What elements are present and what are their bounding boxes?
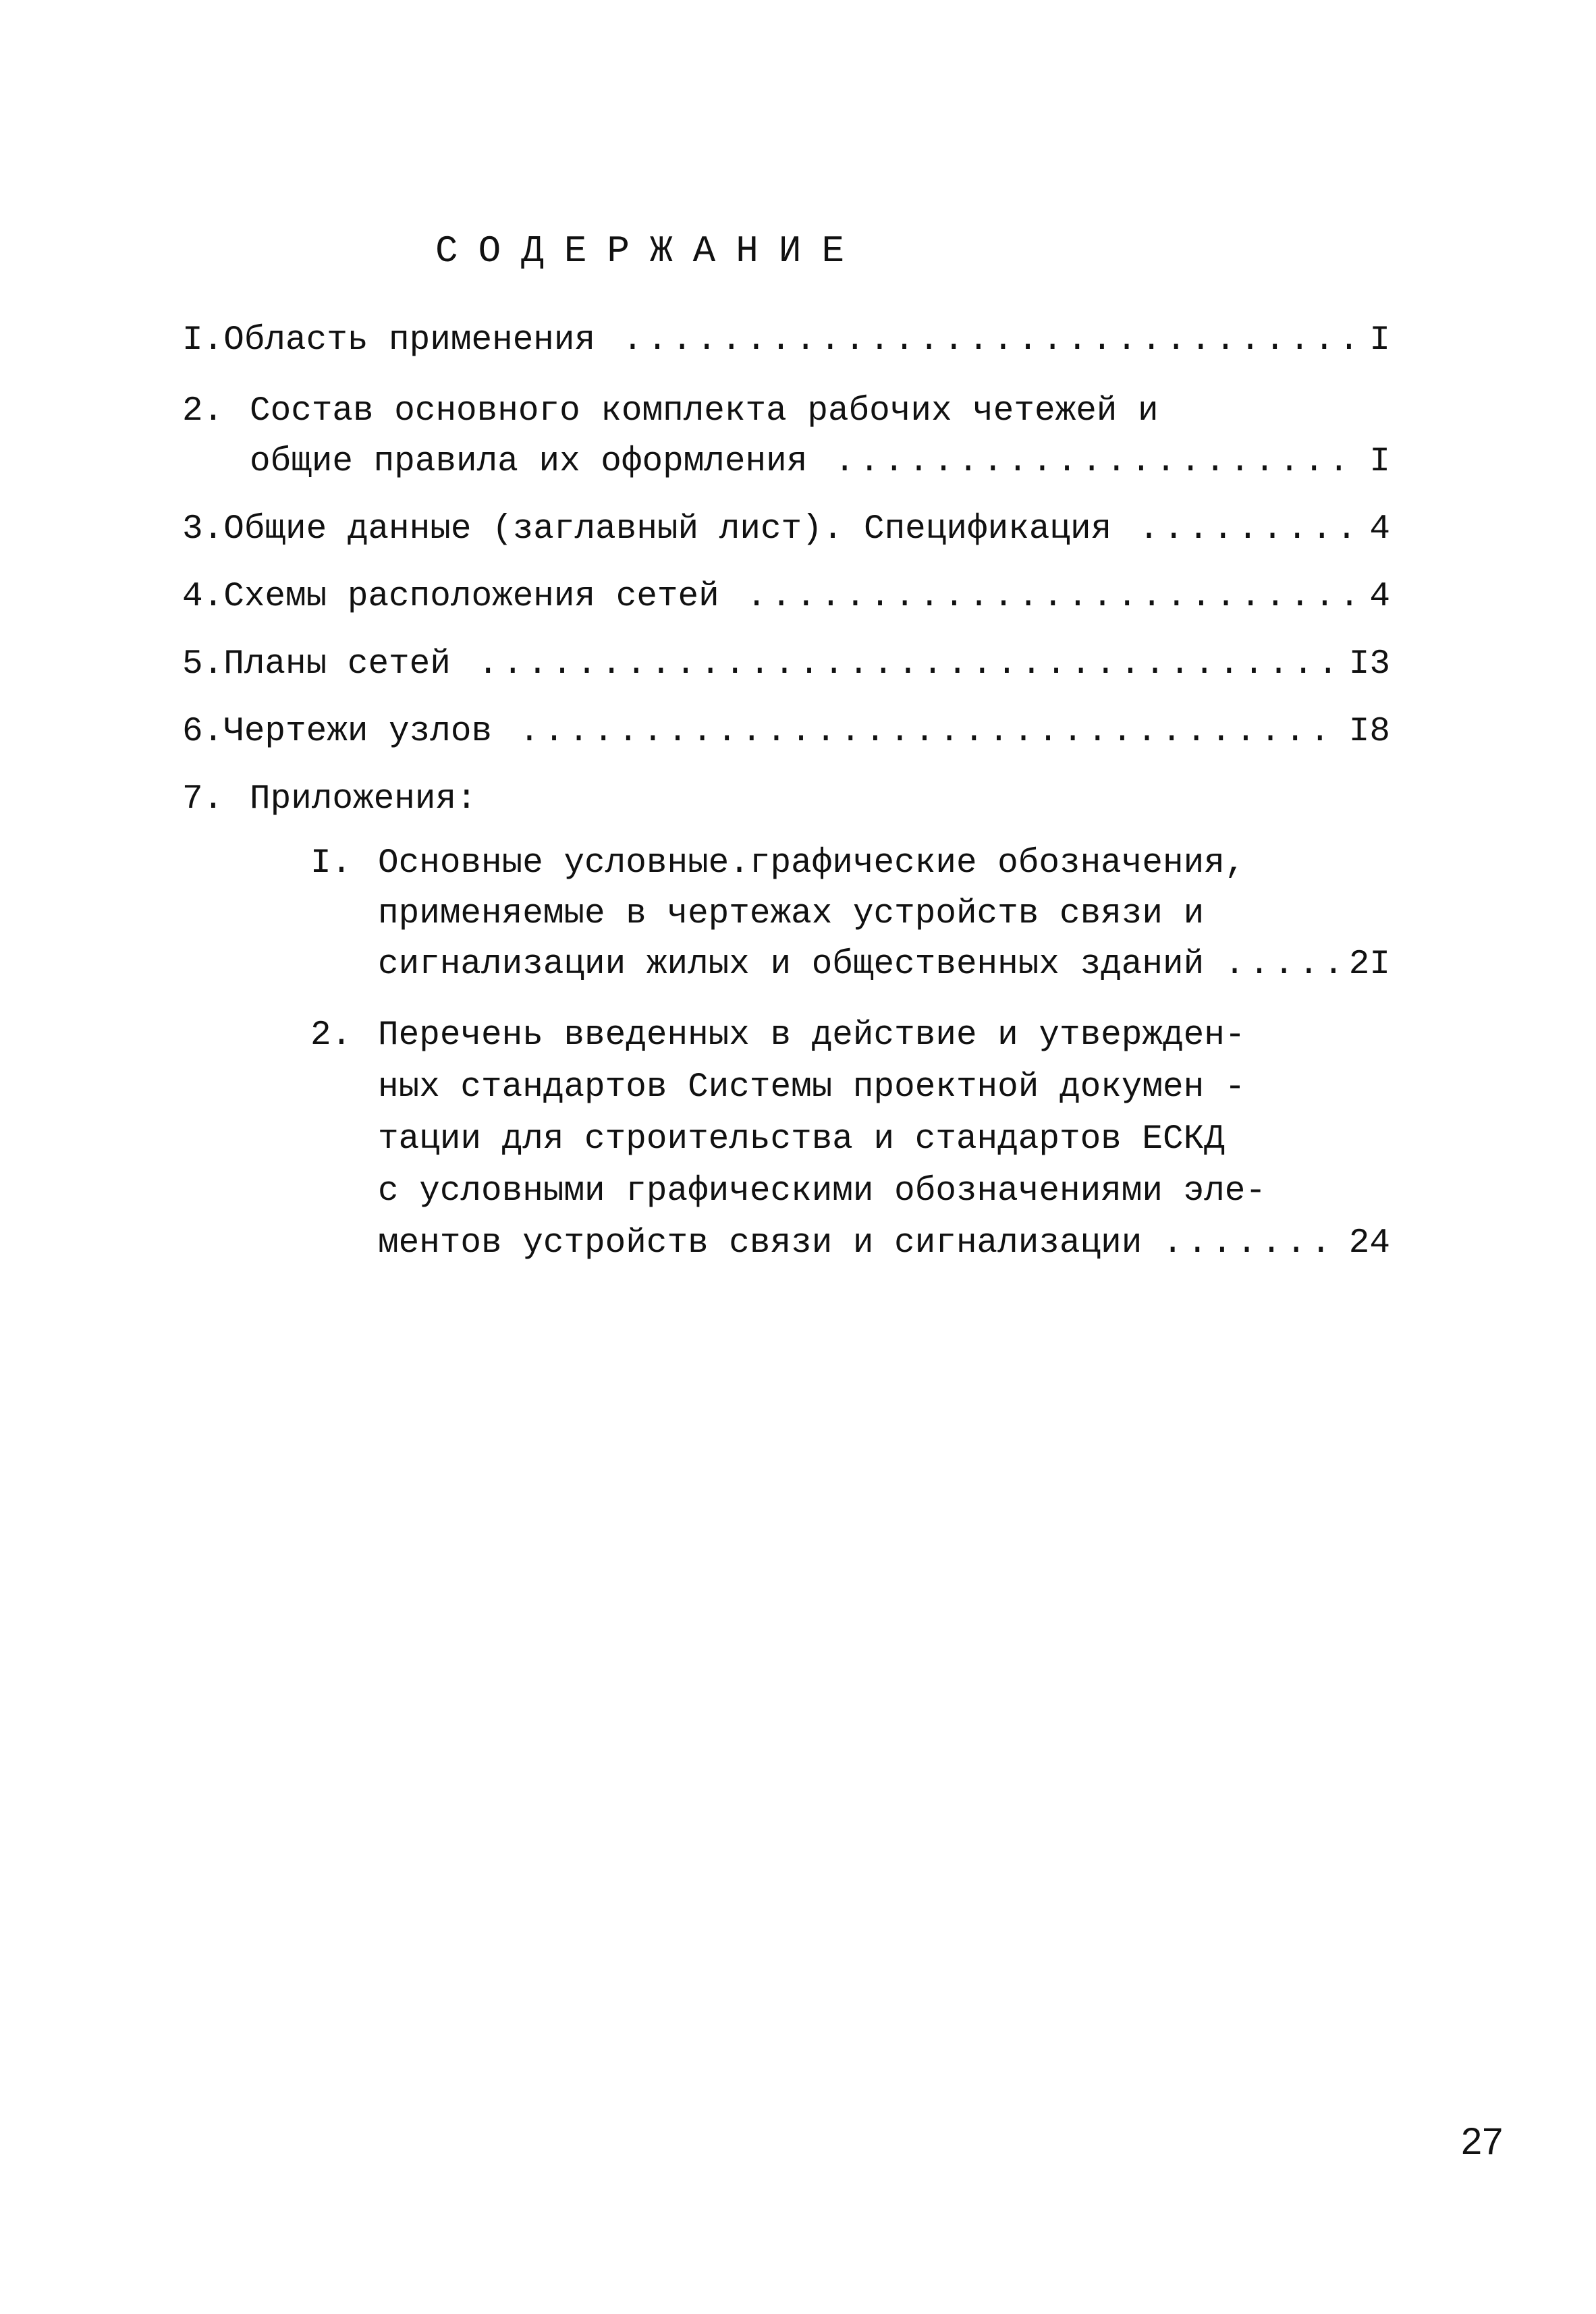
dot-leader	[622, 317, 1357, 364]
toc-entry-number: 5.	[182, 645, 224, 684]
toc-entry-page: 4	[1369, 510, 1390, 549]
appendix-entry-title: Перечень введенных в действие и утвержден-	[378, 1016, 1246, 1055]
toc-entry-4	[182, 574, 1390, 621]
toc-entry-2-cont	[250, 439, 1390, 486]
appendix-entry-title-cont: ных стандартов Системы проектной докумен -	[378, 1068, 1246, 1107]
toc-entry-title: Область применения	[223, 321, 596, 360]
toc-entry-2	[182, 388, 1390, 435]
dot-leader	[1224, 941, 1337, 989]
dot-leader	[746, 574, 1358, 621]
toc-entry-page: I8	[1348, 713, 1390, 751]
appendix-entry-title-cont: тации для строительства и стандартов ЕСКД	[378, 1120, 1225, 1159]
toc-entry-number: I.	[182, 321, 224, 360]
toc-entry-3	[182, 506, 1390, 553]
appendix-entry-2-cont	[378, 1064, 1390, 1111]
toc-entry-5	[182, 641, 1390, 688]
toc-entry-6	[182, 709, 1390, 756]
appendix-entry-title: Основные условные.графические обозначения,	[378, 844, 1246, 883]
toc-entry-1	[182, 317, 1390, 364]
appendix-entry-title-cont: сигнализации жилых и общественных зданий	[378, 945, 1205, 984]
dot-leader	[478, 641, 1337, 688]
appendix-entry-1-cont	[378, 891, 1390, 938]
toc-entry-title: Чертежи узлов	[223, 713, 493, 751]
appendix-entry-title-cont: ментов устройств связи и сигнализации	[378, 1224, 1143, 1263]
appendix-entry-1	[310, 840, 1390, 887]
appendix-entry-2-cont	[378, 1116, 1390, 1163]
toc-entry-page: I	[1369, 443, 1390, 481]
toc-entry-number: 4.	[182, 578, 224, 616]
appendix-entry-number: 2.	[310, 1016, 352, 1055]
toc-entry-number: 6.	[182, 713, 224, 751]
appendix-entry-title-cont: с условными графическими обозначениями эле-	[378, 1172, 1267, 1211]
dot-leader	[519, 709, 1337, 756]
appendix-entry-2-cont	[378, 1168, 1390, 1215]
toc-entry-title: Схемы расположения сетей	[223, 578, 719, 616]
toc-entry-page: I3	[1348, 645, 1390, 684]
toc-entry-title-cont: общие правила их оформления	[250, 443, 808, 481]
toc-entry-number: 2.	[182, 392, 224, 431]
appendix-entry-2-cont	[378, 1220, 1390, 1267]
dot-leader	[1138, 506, 1357, 553]
toc-entry-title: Приложения:	[250, 780, 477, 819]
appendix-entry-2	[310, 1012, 1390, 1059]
toc-entry-number: 3.	[182, 510, 224, 549]
dot-leader	[834, 439, 1357, 486]
appendix-entry-1-cont	[378, 941, 1390, 989]
toc-entry-number: 7.	[182, 780, 224, 819]
page-number: 27	[1461, 2120, 1504, 2162]
toc-entry-page: I	[1369, 321, 1390, 360]
toc-entry-7	[182, 776, 1390, 823]
dot-leader	[1162, 1220, 1336, 1267]
toc-entry-title: Планы сетей	[223, 645, 451, 684]
appendix-entry-number: I.	[310, 844, 352, 883]
appendix-entry-page: 24	[1348, 1224, 1390, 1263]
toc-entry-title: Общие данные (заглавный лист). Спецификация	[223, 510, 1112, 549]
page-title: СОДЕРЖАНИЕ	[435, 229, 865, 273]
toc-entry-title: Состав основного комплекта рабочих четежей и	[250, 392, 1159, 431]
toc-entry-page: 4	[1369, 578, 1390, 616]
appendix-entry-title-cont: применяемые в чертежах устройств связи и	[378, 895, 1205, 933]
appendix-entry-page: 2I	[1348, 945, 1390, 984]
